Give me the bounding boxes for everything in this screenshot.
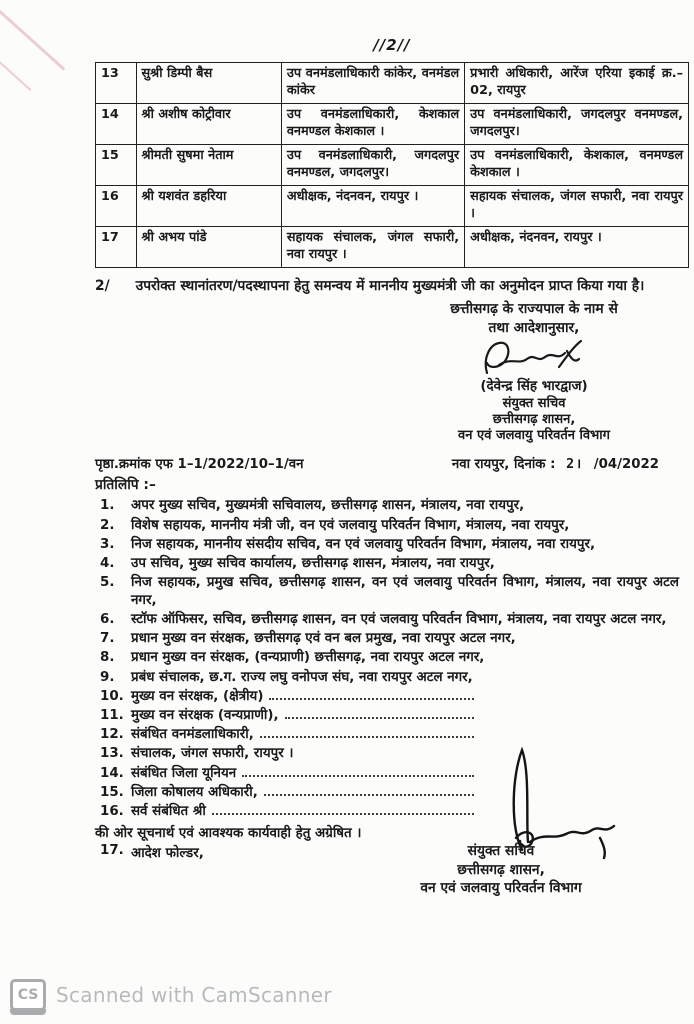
item-text: मुख्य वन संरक्षक, (क्षेत्रीय)	[131, 688, 264, 704]
item-number: 1.	[100, 498, 115, 514]
item-number: 3.	[100, 536, 115, 552]
cell-from: सहायक संचालक, जंगल सफारी, नवा रायपुर ।	[281, 227, 464, 268]
item-text: सर्व संबंधित श्री	[131, 803, 206, 819]
signatory-name: (देवेन्द्र सिंह भारद्वाज)	[480, 378, 588, 395]
cell-sno: 13	[96, 63, 137, 104]
copy-list-item	[95, 688, 689, 706]
item-number: 6.	[100, 612, 115, 628]
copy-list-item	[95, 536, 689, 554]
table-row	[96, 104, 689, 145]
dotted-leader	[285, 707, 474, 719]
item-text: निज सहायक, माननीय संसदीय सचिव, वन एवं जलवायु परिवर्तन विभाग, मंत्रालय, नवा रायपुर,	[131, 536, 596, 552]
cell-from: उप वनमंडलाधिकारी कांकेर, वनमंडल कांकेर	[281, 63, 464, 104]
item-number: 15.	[100, 784, 124, 800]
cell-name: श्री अभय पांडे	[136, 227, 281, 268]
cell-to: अधीक्षक, नंदनवन, रायपुर ।	[465, 227, 689, 268]
cell-name: श्रीमती सुषमा नेताम	[136, 145, 281, 186]
dotted-leader	[242, 765, 474, 777]
bottom-designation: संयुक्त सचिव	[467, 843, 535, 859]
signatory-govt: छत्तीसगढ़ शासन,	[492, 411, 576, 427]
signatory-department: वन एवं जलवायु परिवर्तन विभाग	[458, 428, 610, 444]
item-text: प्रबंध संचालक, छ.ग. राज्य लघु वनोपज संघ, नवा रायपुर अटल नगर,	[131, 669, 473, 685]
cell-to: उप वनमंडलाधिकारी, केशकाल, वनमण्डल केशकाल ।	[465, 145, 689, 186]
authority-block	[409, 300, 659, 444]
paragraph-text: उपरोक्त स्थानांतरण/पदस्थापना हेतु समन्वय में माननीय मुख्यमंत्री जी का अनुमोदन प्राप्त किया गया है।	[135, 278, 645, 295]
item-number: 13.	[100, 746, 124, 762]
bottom-govt: छत्तीसगढ़ शासन,	[457, 861, 545, 878]
item-number: 4.	[100, 555, 115, 571]
item-text: जिला कोषालय अधिकारी,	[131, 784, 258, 800]
item-number: 2.	[100, 517, 115, 533]
page-number: //2//	[373, 36, 411, 54]
camscanner-logo-icon: CS	[10, 979, 46, 1011]
scan-artifact	[0, 43, 32, 91]
item-number: 9.	[100, 669, 115, 685]
item-text: उप सचिव, मुख्य सचिव कार्यालय, छत्तीसगढ़ शासन, मंत्रालय, नवा रायपुर,	[131, 555, 495, 571]
item-text: अपर मुख्य सचिव, मुख्यमंत्री सचिवालय, छत्तीसगढ़ शासन, मंत्रालय, नवा रायपुर,	[131, 498, 525, 514]
forward-note: की ओर सूचनार्थ एवं आवश्यक कार्यवाही हेतु अग्रेषित ।	[95, 825, 362, 841]
transfer-table-body	[96, 63, 689, 268]
table-row	[96, 227, 689, 268]
camscanner-footer	[10, 978, 332, 1012]
transfer-table	[95, 62, 689, 268]
scan-artifact	[0, 8, 65, 70]
copy-list-item	[95, 669, 689, 687]
item-number: 17.	[100, 842, 124, 858]
cell-from: उप वनमंडलाधिकारी, केशकाल वनमण्डल केशकाल ।	[281, 104, 464, 145]
item-number: 12.	[100, 727, 124, 743]
approval-paragraph	[95, 277, 689, 296]
item-text: संबंधित जिला यूनियन	[131, 765, 237, 781]
table-row	[96, 63, 689, 104]
item-text: प्रधान मुख्य वन संरक्षक, छत्तीसगढ़ एवं वन बल प्रमुख, नवा रायपुर अटल नगर,	[131, 631, 516, 647]
reference-line	[95, 454, 689, 472]
cell-sno: 15	[96, 145, 137, 186]
signatory-designation: संयुक्त सचिव	[502, 395, 566, 411]
paragraph-number: 2/	[95, 278, 110, 295]
item-text: प्रधान मुख्य वन संरक्षक, (वन्यप्राणी) छत्तीसगढ़, नवा रायपुर अटल नगर,	[131, 650, 485, 666]
copy-list-item	[95, 611, 689, 629]
copy-list-item	[95, 555, 689, 573]
copy-list-item	[95, 517, 689, 535]
cell-to: उप वनमंडलाधिकारी, जगदलपुर वनमण्डल, जगदलपुर।	[465, 104, 689, 145]
item-text: मुख्य वन संरक्षक (वन्यप्राणी),	[131, 707, 279, 723]
cell-to: प्रभारी अधिकारी, आरेंज एरिया इकाई क्र.–02, रायपुर	[465, 63, 689, 104]
item-text: आदेश फोल्डर,	[131, 845, 204, 861]
cell-name: श्री अशीष कोट्रीवार	[136, 104, 281, 145]
table-row	[96, 145, 689, 186]
authority-line2: तथा आदेशानुसार,	[488, 319, 580, 336]
table-row	[96, 186, 689, 227]
bottom-signature-block	[356, 842, 646, 898]
dotted-leader	[264, 784, 474, 796]
cell-to: सहायक संचालक, जंगल सफारी, नवा रायपुर ।	[465, 186, 689, 227]
place-date-label: नवा रायपुर, दिनांक :	[451, 457, 556, 473]
item-number: 16.	[100, 803, 124, 819]
item-number: 11.	[100, 707, 124, 723]
camscanner-label: Scanned with CamScanner	[56, 983, 332, 1007]
copy-list-item	[95, 707, 689, 725]
cell-sno: 14	[96, 104, 137, 145]
cell-sno: 17	[96, 227, 137, 268]
item-text: संचालक, जंगल सफारी, रायपुर ।	[131, 746, 294, 762]
dotted-leader	[269, 688, 474, 700]
copy-list-item	[95, 630, 689, 648]
copy-list-item	[95, 574, 689, 609]
place-and-date	[452, 454, 659, 472]
item-number: 14.	[100, 765, 124, 781]
cell-name: श्री यशवंत डहरिया	[136, 186, 281, 227]
authority-line1: छत्तीसगढ़ के राज्यपाल के नाम से	[450, 301, 618, 318]
dotted-leader	[260, 727, 474, 739]
copies-heading: प्रतिलिपि :–	[95, 477, 156, 494]
item-number: 10.	[100, 688, 124, 704]
copy-list-item	[95, 497, 689, 515]
cell-name: सुश्री डिम्पी बैस	[136, 63, 281, 104]
copy-list-item	[95, 649, 689, 667]
item-number: 5.	[100, 575, 115, 591]
handwritten-date-day: 2।	[566, 457, 584, 473]
item-number: 7.	[100, 631, 115, 647]
item-text: स्टॉफ ऑफिसर, सचिव, छत्तीसगढ़ शासन, वन एवं जलवायु परिवर्तन विभाग, मंत्रालय, नवा रायपुर अटल नगर,	[131, 612, 667, 628]
file-number: पृष्ठा.क्रमांक एफ 1–1/2022/10–1/वन	[95, 457, 304, 473]
document-content	[95, 0, 689, 861]
dotted-leader	[212, 803, 474, 815]
item-text: निज सहायक, प्रमुख सचिव, छत्तीसगढ़ शासन, वन एवं जलवायु परिवर्तन विभाग, मंत्रालय, नवा रायपुर अटल नगर,	[131, 575, 679, 608]
bottom-department: वन एवं जलवायु परिवर्तन विभाग	[420, 880, 582, 897]
item-text: विशेष सहायक, माननीय मंत्री जी, वन एवं जलवायु परिवर्तन विभाग, मंत्रालय, नवा रायपुर,	[131, 517, 570, 533]
item-text: संबंधित वनमंडलाधिकारी,	[131, 727, 254, 743]
date-rest: /04/2022	[593, 457, 659, 473]
item-number: 8.	[100, 650, 115, 666]
cell-from: अधीक्षक, नंदनवन, रायपुर ।	[281, 186, 464, 227]
cell-from: उप वनमंडलाधिकारी, जगदलपुर वनमण्डल, जगदलपुर।	[281, 145, 464, 186]
cell-sno: 16	[96, 186, 137, 227]
